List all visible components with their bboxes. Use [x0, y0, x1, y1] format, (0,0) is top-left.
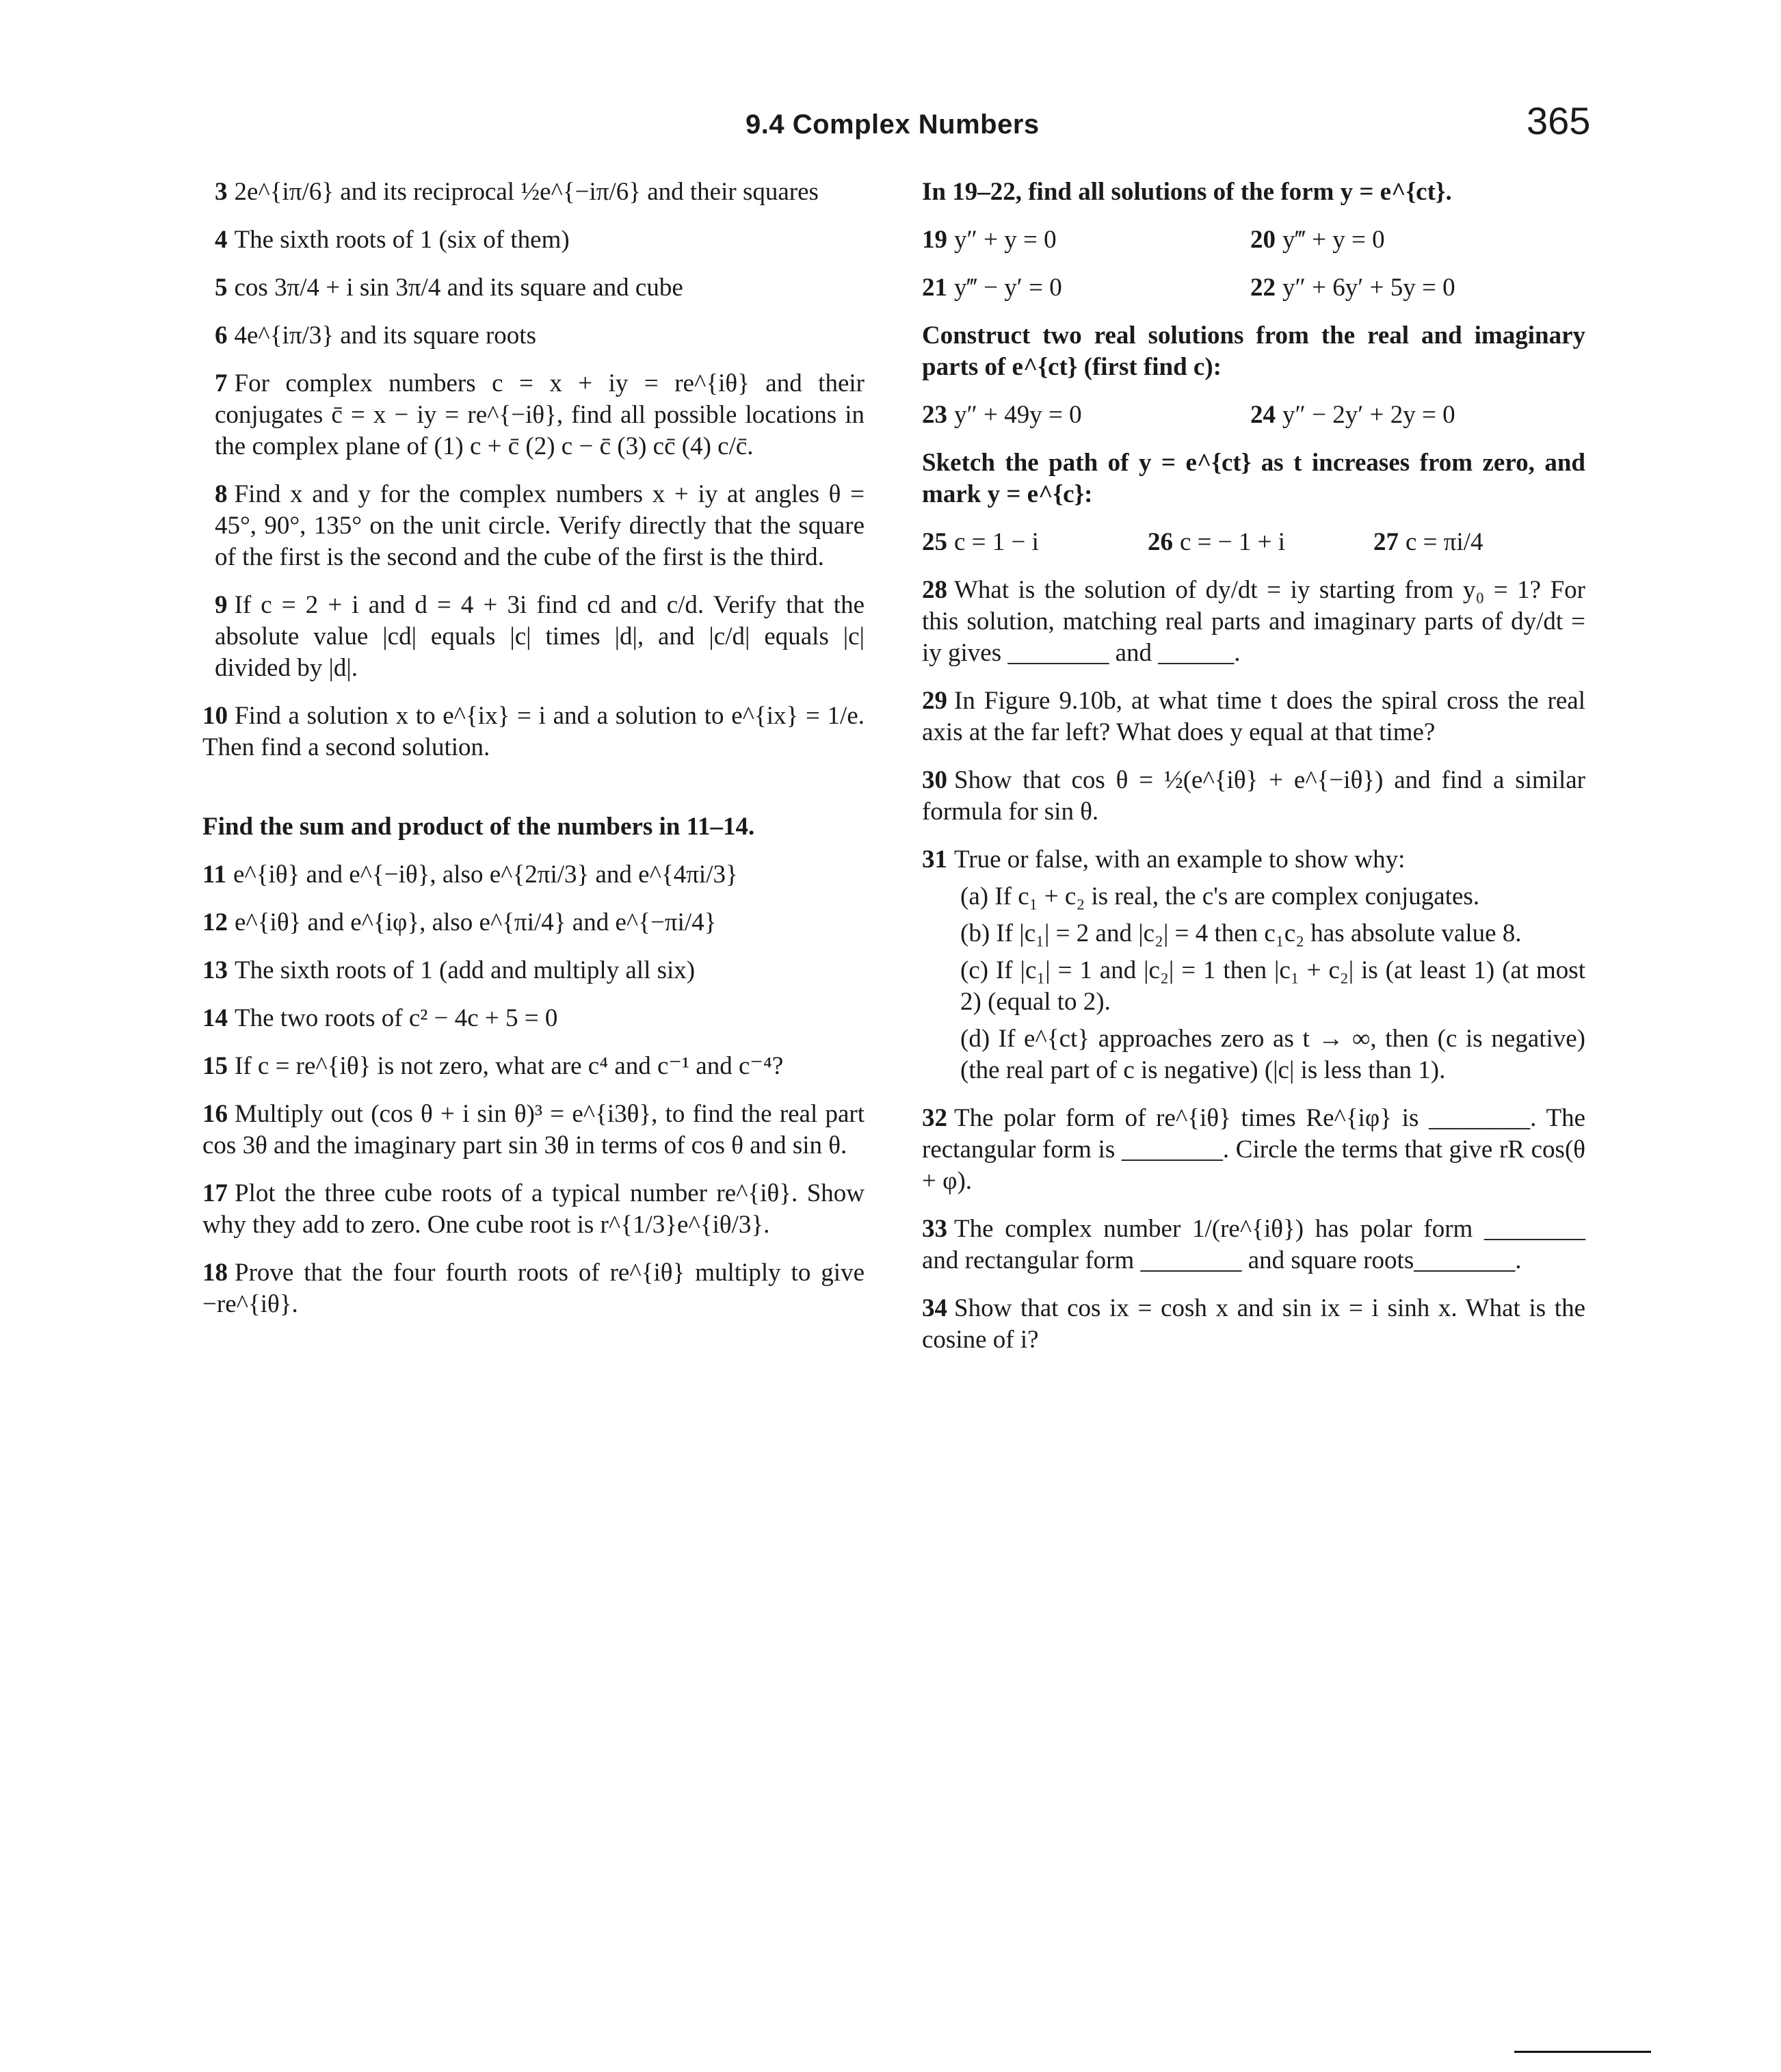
exercise-6: 6 4e^{iπ/3} and its square roots	[215, 322, 536, 350]
exercise-13: 13 The sixth roots of 1 (add and multiply all six)	[202, 956, 696, 984]
exercise-34: 34 Show that cos ix = cosh x and sin ix = i sinh x. What is the cosine of i?	[922, 1294, 1585, 1354]
exercise-5: 5 cos 3π/4 + i sin 3π/4 and its square and cube	[215, 274, 683, 302]
exercise-15: 15 If c = re^{iθ} is not zero, what are c⁴ and c⁻¹ and c⁻⁴?	[202, 1052, 784, 1080]
exercise-11: 11 e^{iθ} and e^{−iθ}, also e^{2πi/3} and e^{4πi/3}	[202, 861, 738, 889]
exercise-10: 10 Find a solution x to e^{ix} = i and a solution to e^{ix} = 1/e. Then find a second solution.	[202, 702, 865, 761]
instruction-11-14: Find the sum and product of the numbers in 11–14.	[202, 813, 755, 841]
exercise-row-19-20	[922, 224, 1585, 256]
footer-rule	[1514, 2051, 1651, 2053]
left-column	[202, 176, 865, 1337]
right-column	[922, 176, 1585, 1372]
exercise-4: 4 The sixth roots of 1 (six of them)	[215, 226, 570, 254]
exercise-9: 9 If c = 2 + i and d = 4 + 3i find cd and c/d. Verify that the absolute value |cd| equals |c| times |d|, and |c/d| equals |c| divided by |d|.	[215, 591, 865, 682]
exercise-20: 20 y‴ + y = 0	[1250, 226, 1385, 254]
exercise-31c: (c) If |c₁| = 1 and |c₂| = 1 then |c₁ + c₂| is (at least 1) (at most 2) (equal to 2).	[960, 956, 1585, 1016]
exercise-29: 29 In Figure 9.10b, at what time t does the spiral cross the real axis at the far left? What does y equal at that time?	[922, 687, 1585, 746]
instruction-25-27: Sketch the path of y = e^{ct} as t increases from zero, and mark y = e^{c}:	[922, 449, 1585, 508]
exercise-16: 16 Multiply out (cos θ + i sin θ)³ = e^{i3θ}, to find the real part cos 3θ and the imaginary part sin 3θ in terms of cos θ and sin θ.	[202, 1100, 865, 1159]
exercise-8: 8 Find x and y for the complex numbers x + iy at angles θ = 45°, 90°, 135° on the unit circle. Verify directly that the square of the first is the second and the cube of the first is the third.	[215, 480, 865, 571]
exercise-32: 32 The polar form of re^{iθ} times Re^{iφ} is ________. The rectangular form is ________. Circle the terms that give rR cos(θ + φ).	[922, 1104, 1585, 1195]
instruction-23-24: Construct two real solutions from the real and imaginary parts of e^{ct} (first find c):	[922, 322, 1585, 381]
exercise-25: 25 c = 1 − i	[922, 528, 1039, 556]
exercise-7: 7 For complex numbers c = x + iy = re^{iθ} and their conjugates c̄ = x − iy = re^{−iθ}, find all possible locations in the complex plane of (1) c + c̄ (2) c − c̄ (3) cc̄ (4) c/c̄.	[215, 369, 865, 460]
exercise-14: 14 The two roots of c² − 4c + 5 = 0	[202, 1004, 558, 1032]
exercise-24: 24 y″ − 2y′ + 2y = 0	[1250, 401, 1455, 429]
exercise-22: 22 y″ + 6y′ + 5y = 0	[1250, 274, 1455, 302]
exercise-27: 27 c = πi/4	[1373, 528, 1483, 556]
exercise-3: 3 2e^{iπ/6} and its reciprocal ½e^{−iπ/6} and their squares	[215, 178, 819, 206]
exercise-26: 26 c = − 1 + i	[1148, 528, 1286, 556]
exercise-31a: (a) If c₁ + c₂ is real, the c's are complex conjugates.	[960, 882, 1480, 910]
exercise-33: 33 The complex number 1/(re^{iθ}) has polar form ________ and rectangular form ________ and square roots________.	[922, 1215, 1585, 1274]
exercise-19: 19 y″ + y = 0	[922, 226, 1057, 254]
section-title: 9.4 Complex Numbers	[746, 109, 1040, 140]
exercise-31b: (b) If |c₁| = 2 and |c₂| = 4 then c₁c₂ has absolute value 8.	[960, 919, 1522, 947]
exercise-18: 18 Prove that the four fourth roots of re^{iθ} multiply to give −re^{iθ}.	[202, 1259, 865, 1318]
exercise-row-21-22	[922, 272, 1585, 304]
page-number: 365	[1527, 99, 1591, 142]
exercise-30: 30 Show that cos θ = ½(e^{iθ} + e^{−iθ}) and find a similar formula for sin θ.	[922, 766, 1585, 826]
exercise-21: 21 y‴ − y′ = 0	[922, 274, 1062, 302]
exercise-31d: (d) If e^{ct} approaches zero as t → ∞, then (c is negative) (the real part of c is negative) (|c| is less than 1).	[960, 1025, 1585, 1084]
exercise-23: 23 y″ + 49y = 0	[922, 401, 1082, 429]
instruction-19-22: In 19–22, find all solutions of the form y = e^{ct}.	[922, 178, 1452, 206]
exercise-row-23-24	[922, 399, 1585, 431]
exercise-31: 31 True or false, with an example to show why:	[922, 845, 1406, 874]
exercise-12: 12 e^{iθ} and e^{iφ}, also e^{πi/4} and e^{−πi/4}	[202, 908, 717, 936]
exercise-row-25-27	[922, 527, 1585, 558]
exercise-28: 28 What is the solution of dy/dt = iy starting from y₀ = 1? For this solution, matching real parts and imaginary parts of dy/dt = iy gives ________ and ______.	[922, 576, 1585, 667]
exercise-17: 17 Plot the three cube roots of a typical number re^{iθ}. Show why they add to zero. One cube root is r^{1/3}e^{iθ/3}.	[202, 1179, 865, 1239]
